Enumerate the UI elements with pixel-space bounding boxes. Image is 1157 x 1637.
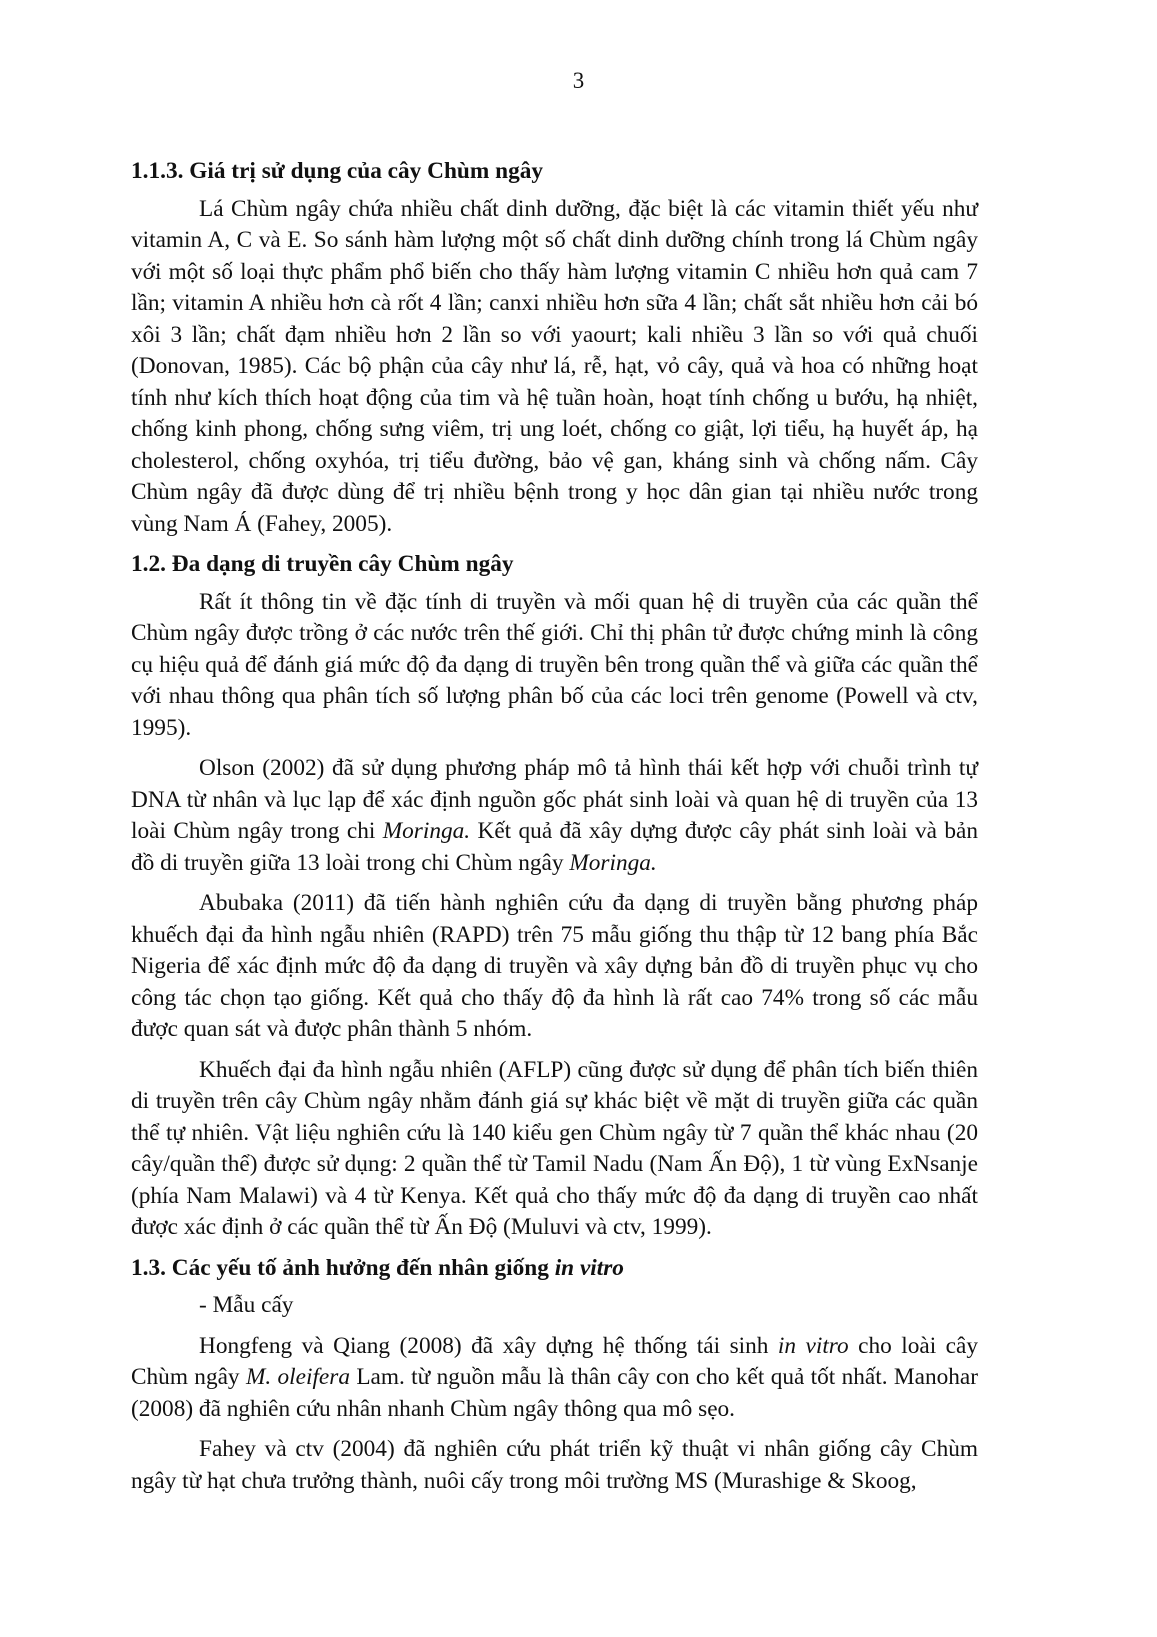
page-number: 3 [572, 68, 585, 93]
italic-text: Moringa. [382, 818, 471, 844]
section-heading-1-3: 1.3. Các yếu tố ảnh hưởng đến nhân giống in vitro [131, 1254, 624, 1281]
italic-text: Moringa. [569, 849, 657, 876]
italic-text: M. oleifera [245, 1364, 350, 1390]
italic-text: in vitro [554, 1254, 624, 1281]
paragraph: Abubaka (2011) đã tiến hành nghiên cứu đa dạng di truyền bằng phương pháp khuếch đại đa hình ngẫu nhiên (RAPD) trên 75 mẫu giống thu thập từ 12 bang phía Bắc Nigeria để xác định mức độ đa dạng di truyền và xây dựng bản đồ di truyền phục vụ cho công tác chọn tạo giống. Kết quả cho thấy độ đa hình là rất cao 74% trong số các mẫu được quan sát và được phân thành 5 nhóm. [131, 890, 978, 1042]
section-1-2 [131, 549, 978, 1244]
section-heading-1-1-3: 1.1.3. Giá trị sử dụng của cây Chùm ngây [131, 158, 544, 184]
paragraph: Khuếch đại đa hình ngẫu nhiên (AFLP) cũng được sử dụng để phân tích biến thiên di truyền trên cây Chùm ngây nhằm đánh giá sự khác biệt về mặt di truyền giữa các quần thể tự nhiên. Vật liệu nghiên cứu là 140 kiểu gen Chùm ngây từ 7 quần thể khác nhau (20 cây/quần thể) được sử dụng: 2 quần thể từ Tamil Nadu (Nam Ấn Độ), 1 từ vùng ExNsanje (phía Nam Malawi) và 4 từ Kenya. Kết quả cho thấy mức độ đa dạng di truyền cao nhất được xác định ở các quần thể từ Ấn Độ (Muluvi và ctv, 1999). [131, 1056, 978, 1240]
paragraph: Fahey và ctv (2004) đã nghiên cứu phát triển kỹ thuật vi nhân giống cây Chùm ngây từ hạt chưa trưởng thành, nuôi cấy trong môi trường MS (Murashige & Skoog, [131, 1436, 978, 1494]
section-1-1-3 [131, 156, 978, 540]
document-body [131, 156, 978, 1506]
paragraph: Lá Chùm ngây chứa nhiều chất dinh dưỡng, đặc biệt là các vitamin thiết yếu như vitamin A, C và E. So sánh hàm lượng một số chất dinh dưỡng chính trong lá Chùm ngây với một số loại thực phẩm phổ biến cho thấy hàm lượng vitamin C nhiều hơn quả cam 7 lần; vitamin A nhiều hơn cà rốt 4 lần; canxi nhiều hơn sữa 4 lần; chất sắt nhiều hơn cải bó xôi 3 lần; chất đạm nhiều hơn 2 lần so với yaourt; kali nhiều 3 lần so với quả chuối (Donovan, 1985). Các bộ phận của cây như lá, rễ, hạt, vỏ cây, quả và hoa có những hoạt tính như kích thích hoạt động của tim và hệ tuần hoàn, hoạt tính chống u bướu, hạ nhiệt, chống kinh phong, chống sưng viêm, trị ung loét, chống co giật, lợi tiểu, hạ huyết áp, hạ cholesterol, chống oxyhóa, trị tiểu đường, bảo vệ gan, kháng sinh và chống nấm. Cây Chùm ngây đã được dùng để trị nhiều bệnh trong y học dân gian tại nhiều nước trong vùng Nam Á (Fahey, 2005). [131, 195, 978, 537]
paragraph: Rất ít thông tin về đặc tính di truyền và mối quan hệ di truyền của các quần thể Chùm ngây được trồng ở các nước trên thế giới. Chỉ thị phân tử được chứng minh là công cụ hiệu quả để đánh giá mức độ đa dạng di truyền bên trong quần thể và giữa các quần thể với nhau thông qua phân tích số lượng phân bố của các loci trên genome (Powell và ctv, 1995). [131, 588, 978, 741]
paragraph: Olson (2002) đã sử dụng phương pháp mô tả hình thái kết hợp với chuỗi trình tự DNA từ nhân và lục lạp để xác định nguồn gốc phát sinh loài và quan hệ di truyền của 13 loài Chùm ngây trong chi Moringa. Kết quả đã xây dựng được cây phát sinh loài và bản đồ di truyền giữa 13 loài trong chi Chùm ngây Moringa. [131, 755, 978, 876]
italic-text: in vitro [777, 1332, 849, 1359]
section-1-3 [131, 1253, 978, 1498]
section-heading-1-2: 1.2. Đa dạng di truyền cây Chùm ngây [131, 551, 514, 577]
list-item: - Mẫu cấy [199, 1292, 294, 1318]
paragraph: Hongfeng và Qiang (2008) đã xây dựng hệ thống tái sinh in vitro cho loài cây Chùm ngây M. oleifera Lam. từ nguồn mẫu là thân cây con cho kết quả tốt nhất. Manohar (2008) đã nghiên cứu nhân nhanh Chùm ngây thông qua mô sẹo. [131, 1332, 979, 1422]
